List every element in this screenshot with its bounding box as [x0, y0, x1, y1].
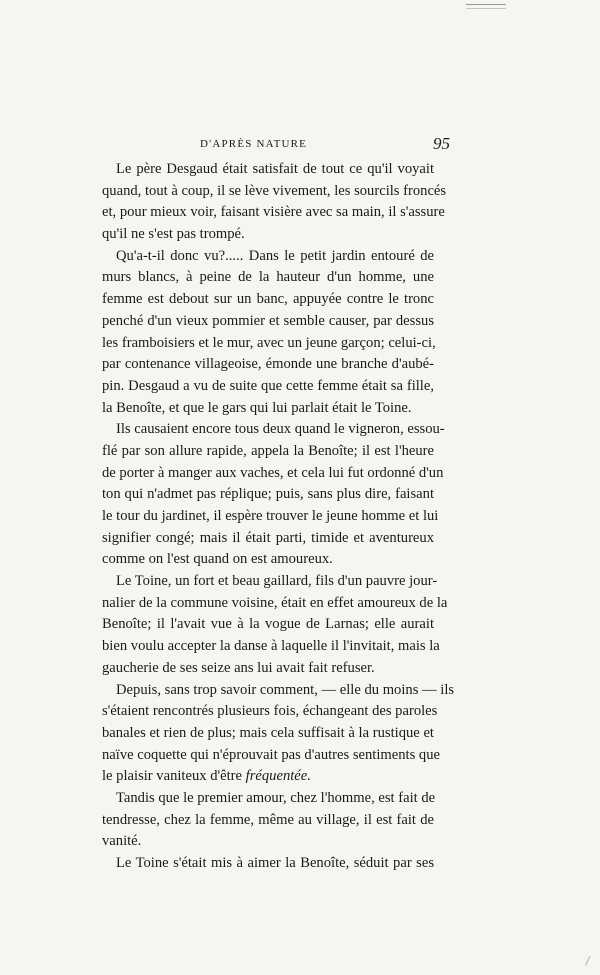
text-line: s'étaient rencontrés plusieurs fois, échangeant des paroles: [102, 703, 438, 720]
text-line: Qu'a-t-il donc vu?..... Dans le petit jardin entouré de: [116, 247, 434, 264]
paragraph-5: [102, 680, 455, 788]
scan-edge-mark: [466, 4, 506, 5]
text-line: bien voulu accepter la danse à laquelle il l'invitait, mais la: [102, 638, 440, 655]
text-line: par contenance villageoise, émonde une branche d'aubé-: [102, 356, 434, 373]
text-line: Tandis que le premier amour, chez l'homme, est fait de: [116, 789, 436, 806]
page-header: [200, 136, 450, 156]
text-line: qu'il ne s'est pas trompé.: [102, 226, 245, 243]
text-line: Le Toine, un fort et beau gaillard, fils d'un pauvre jour-: [116, 573, 438, 590]
text-line: signifier congé; mais il était parti, timide et aventureux: [102, 529, 434, 546]
text-line: Depuis, sans trop savoir comment, — elle du moins — ils: [116, 681, 455, 698]
scan-edge-mark-secondary: [466, 8, 506, 9]
paragraph-7: [102, 853, 434, 875]
text-line: pin. Desgaud a vu de suite que cette femme était sa fille,: [102, 377, 434, 394]
text-line: naïve coquette qui n'éprouvait pas d'autres sentiments que: [102, 746, 440, 763]
text-line: le plaisir vaniteux d'être fréquentée.: [102, 768, 311, 785]
text-line: et, pour mieux voir, faisant visière avec sa main, il s'assure: [102, 204, 445, 221]
emphasized-word: fréquentée.: [245, 768, 311, 785]
text-line: murs blancs, à peine de la hauteur d'un homme, une: [102, 269, 434, 286]
text-line: penché d'un vieux pommier et semble causer, par dessus: [102, 312, 434, 329]
scan-corner-mark: [585, 956, 596, 968]
text-line: de porter à manger aux vaches, et cela lui fut ordonné d'un: [102, 464, 444, 481]
text-line: les framboisiers et le mur, avec un jeune garçon; celui-ci,: [102, 334, 436, 351]
text-line: ton qui n'admet pas réplique; puis, sans plus dire, faisant: [102, 486, 434, 503]
paragraph-3: [102, 419, 445, 571]
text-line: femme est debout sur un banc, appuyée contre le tronc: [102, 291, 434, 308]
text-line: vanité.: [102, 833, 142, 850]
paragraph-4: [102, 571, 448, 679]
paragraph-1: [102, 159, 447, 246]
text-line: banales et rien de plus; mais cela suffisait à la rustique et: [102, 724, 434, 741]
page-number: 95: [433, 134, 450, 153]
text-line: tendresse, chez la femme, même au village, il est fait de: [102, 811, 434, 828]
text-line: flé par son allure rapide, appela la Benoîte; il est l'heure: [102, 442, 434, 459]
text-line: nalier de la commune voisine, était en effet amoureux de la: [102, 594, 448, 611]
text-line: Ils causaient encore tous deux quand le vigneron, essou-: [116, 421, 445, 438]
text-line: la Benoîte, et que le gars qui lui parlait était le Toine.: [102, 399, 412, 416]
text-line: Le Toine s'était mis à aimer la Benoîte, séduit par ses: [116, 855, 434, 871]
text-line: gaucherie de ses seize ans lui avait fait refuser.: [102, 659, 375, 676]
text-line: Le père Desgaud était satisfait de tout ce qu'il voyait: [116, 161, 434, 177]
paragraph-6: [102, 788, 434, 853]
text-line: Benoîte; il l'avait vue à la vogue de Larnas; elle aurait: [102, 616, 434, 633]
text-line: comme on l'est quand on est amoureux.: [102, 551, 333, 568]
body-text: [102, 159, 455, 875]
text-line: quand, tout à coup, il se lève vivement, les sourcils froncés: [102, 182, 447, 199]
paragraph-2: [102, 246, 434, 420]
text-line: le tour du jardinet, il espère trouver le jeune homme et lui: [102, 508, 439, 524]
running-title: D'APRÈS NATURE: [200, 138, 308, 150]
